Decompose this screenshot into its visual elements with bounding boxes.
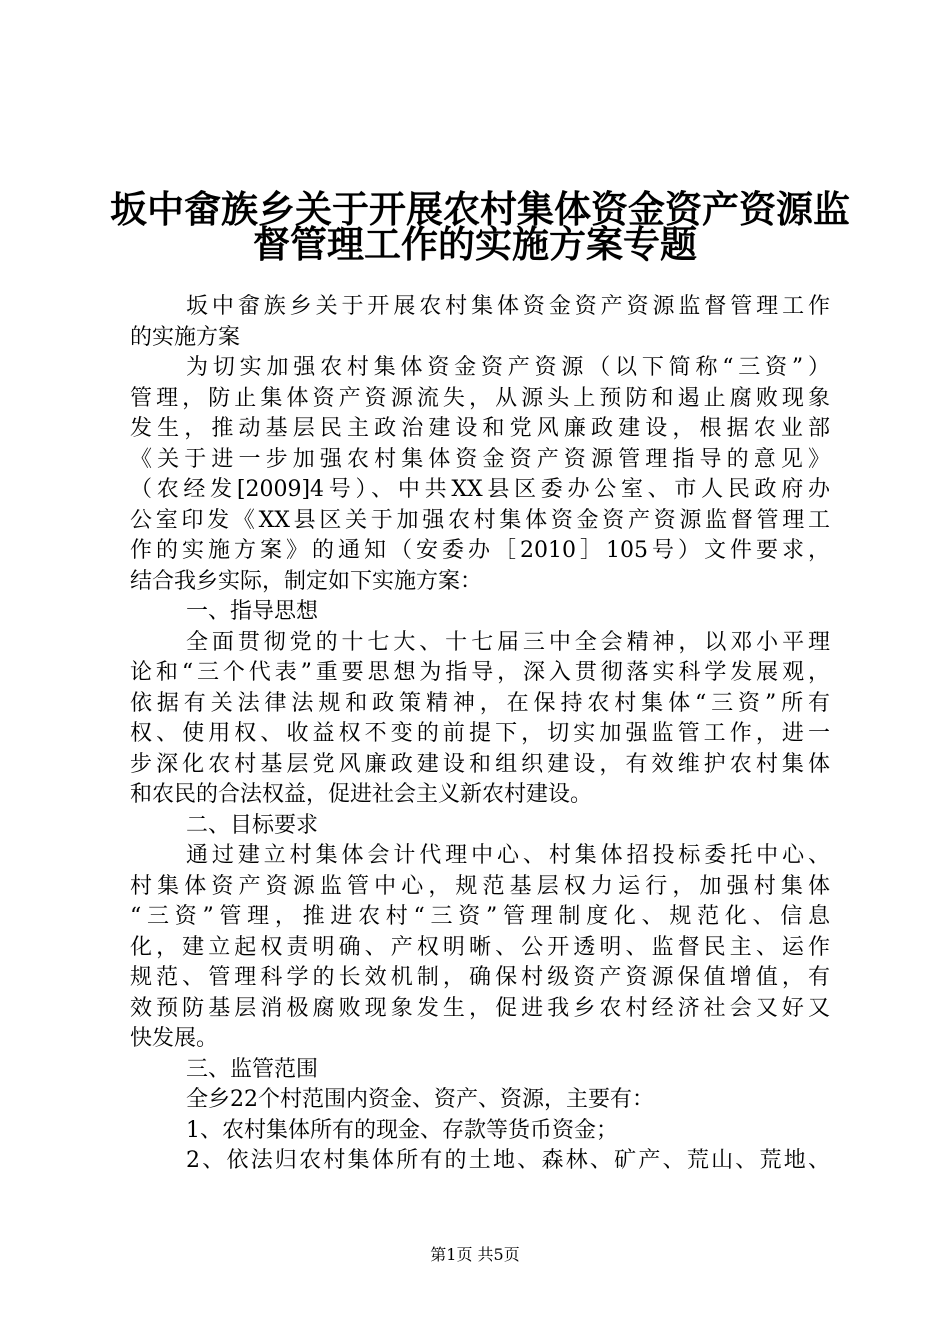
body-line: 村集体资产资源监管中心，规范基层权力运行，加强村集体 xyxy=(130,873,830,899)
body-line: 步深化农村基层党风廉政建设和组织建设，有效维护农村集体 xyxy=(130,751,830,777)
body-line: 依据有关法律法规和政策精神，在保持农村集体“三资”所有 xyxy=(130,690,830,716)
document-title-line-2: 督管理工作的实施方案专题 xyxy=(253,222,697,266)
body-line: 为切实加强农村集体资金资产资源（以下简称“三资”） xyxy=(186,355,830,380)
document-body xyxy=(130,292,830,1177)
body-line: 效预防基层消极腐败现象发生，促进我乡农村经济社会又好又 xyxy=(130,995,830,1021)
body-line: 《关于进一步加强农村集体资金资产资源管理指导的意见》 xyxy=(130,446,830,472)
body-line: “三资”管理，推进农村“三资”管理制度化、规范化、信息 xyxy=(130,904,830,929)
body-line: 二、目标要求 xyxy=(186,812,319,838)
body-line: 2、依法归农村集体所有的土地、森林、矿产、荒山、荒地、 xyxy=(186,1148,830,1173)
body-line: 作的实施方案》的通知（安委办［2010］105号）文件要求， xyxy=(130,538,830,563)
body-line: 结合我乡实际，制定如下实施方案： xyxy=(130,568,483,594)
body-line: 一、指导思想 xyxy=(186,599,319,624)
body-line: （农经发[2009]4号）、中共XX县区委办公室、市人民政府办 xyxy=(130,477,830,502)
body-line: 和农民的合法权益，促进社会主义新农村建设。 xyxy=(130,782,593,807)
body-line: 发生，推动基层民主政治建设和党风廉政建设，根据农业部 xyxy=(130,416,830,441)
body-line: 坂中畲族乡关于开展农村集体资金资产资源监督管理工作 xyxy=(186,294,830,319)
body-line: 规范、管理科学的长效机制，确保村级资产资源保值增值，有 xyxy=(130,965,830,990)
body-line: 的实施方案 xyxy=(130,324,241,350)
body-line: 通过建立村集体会计代理中心、村集体招投标委托中心、 xyxy=(186,843,830,868)
body-line: 三、监管范围 xyxy=(186,1056,319,1082)
body-line: 权、使用权、收益权不变的前提下，切实加强监管工作，进一 xyxy=(130,721,830,746)
document-title-line-1: 坂中畲族乡关于开展农村集体资金资产资源监 xyxy=(110,187,850,231)
body-line: 全乡22个村范围内资金、资产、资源，主要有： xyxy=(186,1087,654,1112)
body-line: 论和“三个代表”重要思想为指导，深入贯彻落实科学发展观， xyxy=(130,660,830,685)
body-line: 1、农村集体所有的现金、存款等货币资金； xyxy=(186,1117,618,1143)
body-line: 管理，防止集体资产资源流失，从源头上预防和遏止腐败现象 xyxy=(130,385,830,411)
body-line: 化，建立起权责明确、产权明晰、公开透明、监督民主、运作 xyxy=(130,934,830,960)
body-line: 全面贯彻党的十七大、十七届三中全会精神，以邓小平理 xyxy=(186,629,830,655)
page-footer: 第1页 共5页 xyxy=(430,1245,520,1264)
body-line: 快发展。 xyxy=(130,1026,219,1051)
body-line: 公室印发《XX县区关于加强农村集体资金资产资源监督管理工 xyxy=(130,507,830,533)
